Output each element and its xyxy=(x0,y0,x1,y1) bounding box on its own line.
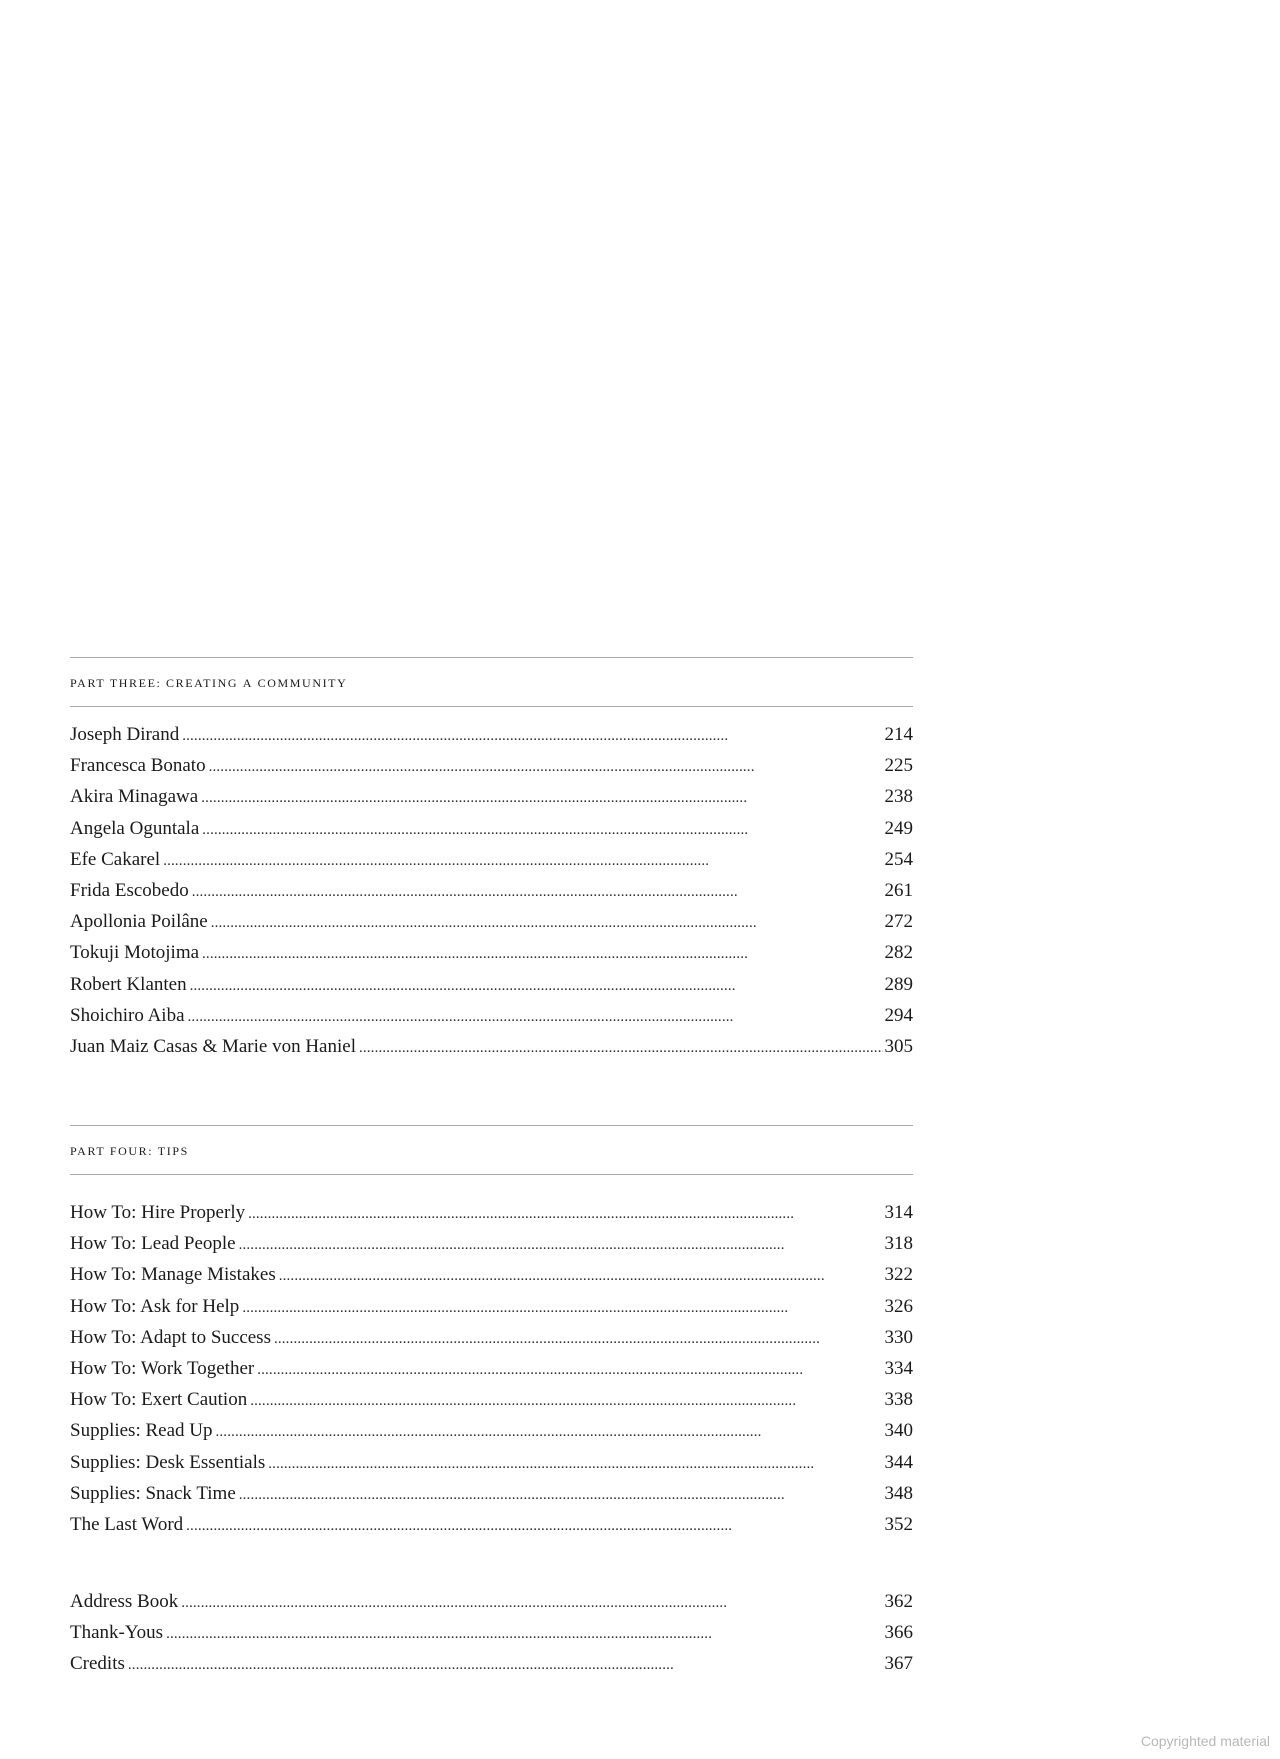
page-number: 344 xyxy=(884,1451,913,1473)
dot-leader xyxy=(202,815,882,846)
entry-title: How To: Manage Mistakes xyxy=(70,1264,276,1286)
page-number: 314 xyxy=(884,1202,913,1223)
entry-title: The Last Word xyxy=(70,1513,184,1535)
entry-title: Efe Cakarel xyxy=(70,848,161,870)
page-number: 330 xyxy=(884,1326,913,1348)
entry-title: Tokuji Motojima xyxy=(70,942,200,964)
toc-entry[interactable] xyxy=(70,1586,913,1617)
entry-title: Joseph Dirand xyxy=(70,724,180,745)
entry-title: How To: Lead People xyxy=(70,1233,236,1255)
toc-section-part-four xyxy=(70,1125,913,1540)
page-number: 318 xyxy=(884,1233,913,1255)
dot-leader xyxy=(181,1588,882,1619)
dot-leader xyxy=(274,1324,883,1355)
section-header xyxy=(70,657,913,707)
dot-leader xyxy=(239,1480,883,1511)
page-number: 326 xyxy=(884,1295,913,1317)
dot-leader xyxy=(190,971,883,1002)
entry-title: Robert Klanten xyxy=(70,973,187,995)
dot-leader xyxy=(182,721,882,752)
toc-entry[interactable] xyxy=(70,1384,913,1415)
entry-title: Supplies: Snack Time xyxy=(70,1482,236,1504)
section-header xyxy=(70,1125,913,1175)
page-number: 348 xyxy=(884,1482,913,1504)
dot-leader xyxy=(202,939,882,970)
toc-entry[interactable] xyxy=(70,1000,913,1031)
toc-entry[interactable] xyxy=(70,1322,913,1353)
dot-leader xyxy=(166,1619,882,1650)
page-number: 352 xyxy=(884,1513,913,1535)
page-number: 367 xyxy=(884,1653,913,1675)
dot-leader xyxy=(128,1650,883,1681)
toc-entry[interactable] xyxy=(70,1648,913,1679)
entry-title: How To: Adapt to Success xyxy=(70,1326,271,1348)
entry-title: Apollonia Poilâne xyxy=(70,911,208,933)
page-number: 294 xyxy=(884,1004,913,1026)
entry-title: Akira Minagawa xyxy=(70,786,199,808)
page-number: 366 xyxy=(884,1622,913,1644)
dot-leader xyxy=(209,752,883,783)
toc-entry[interactable] xyxy=(70,1447,913,1478)
toc-entry[interactable] xyxy=(70,844,913,875)
entry-title: Shoichiro Aiba xyxy=(70,1004,185,1026)
dot-leader xyxy=(268,1449,882,1480)
entry-title: Frida Escobedo xyxy=(70,879,189,901)
section-title: part four: tips xyxy=(70,1140,189,1159)
entry-title: Supplies: Read Up xyxy=(70,1420,213,1442)
dot-leader xyxy=(279,1261,883,1292)
entry-title: How To: Work Together xyxy=(70,1357,255,1379)
toc-entry-list xyxy=(70,1586,913,1680)
toc-entry[interactable] xyxy=(70,1478,913,1509)
toc-entry[interactable] xyxy=(70,1415,913,1446)
page-number: 305 xyxy=(884,1035,913,1057)
page-number: 254 xyxy=(884,848,913,870)
entry-title: Address Book xyxy=(70,1591,179,1612)
toc-entry-list xyxy=(70,707,913,1062)
page-number: 225 xyxy=(884,755,913,777)
page-number: 334 xyxy=(884,1357,913,1379)
page-number: 338 xyxy=(884,1389,913,1411)
dot-leader xyxy=(359,1033,883,1064)
toc-entry-list xyxy=(70,1175,913,1540)
page-number: 282 xyxy=(884,942,913,964)
entry-title: Francesca Bonato xyxy=(70,755,206,777)
dot-leader xyxy=(250,1386,882,1417)
toc-entry[interactable] xyxy=(70,969,913,1000)
page-number: 272 xyxy=(884,911,913,933)
toc-section-back-matter xyxy=(70,1586,913,1680)
dot-leader xyxy=(211,908,883,939)
toc-entry[interactable] xyxy=(70,813,913,844)
dot-leader xyxy=(239,1230,883,1261)
dot-leader xyxy=(248,1199,882,1230)
dot-leader xyxy=(188,1002,883,1033)
entry-title: How To: Ask for Help xyxy=(70,1295,240,1317)
toc-entry[interactable] xyxy=(70,875,913,906)
entry-title: Supplies: Desk Essentials xyxy=(70,1451,266,1473)
dot-leader xyxy=(201,783,882,814)
toc-entry[interactable] xyxy=(70,1197,913,1228)
dot-leader xyxy=(163,846,882,877)
section-title: part three: creating a community xyxy=(70,672,348,691)
entry-title: Juan Maiz Casas & Marie von Haniel xyxy=(70,1035,356,1057)
page-number: 214 xyxy=(884,724,913,745)
page-number: 238 xyxy=(884,786,913,808)
entry-title: How To: Hire Properly xyxy=(70,1202,246,1223)
page-number: 340 xyxy=(884,1420,913,1442)
toc-section-part-three xyxy=(70,657,913,1062)
toc-entry[interactable] xyxy=(70,1259,913,1290)
page-number: 289 xyxy=(884,973,913,995)
toc-entry[interactable] xyxy=(70,1228,913,1259)
toc-entry[interactable] xyxy=(70,750,913,781)
toc-entry[interactable] xyxy=(70,937,913,968)
page-number: 322 xyxy=(884,1264,913,1286)
dot-leader xyxy=(186,1511,882,1542)
toc-entry[interactable] xyxy=(70,1031,913,1062)
toc-entry[interactable] xyxy=(70,906,913,937)
dot-leader xyxy=(257,1355,882,1386)
page-number: 249 xyxy=(884,817,913,839)
toc-entry[interactable] xyxy=(70,1291,913,1322)
entry-title: Angela Oguntala xyxy=(70,817,200,839)
dot-leader xyxy=(192,877,883,908)
entry-title: How To: Exert Caution xyxy=(70,1389,248,1411)
copyright-watermark: Copyrighted material xyxy=(1140,1733,1270,1749)
toc-entry[interactable] xyxy=(70,1617,913,1648)
entry-title: Credits xyxy=(70,1653,125,1675)
page-number: 362 xyxy=(884,1591,913,1612)
dot-leader xyxy=(216,1417,883,1448)
entry-title: Thank-Yous xyxy=(70,1622,164,1644)
toc-entry[interactable] xyxy=(70,1509,913,1540)
dot-leader xyxy=(242,1293,882,1324)
toc-entry[interactable] xyxy=(70,1353,913,1384)
toc-entry[interactable] xyxy=(70,781,913,812)
page-number: 261 xyxy=(884,879,913,901)
toc-entry[interactable] xyxy=(70,719,913,750)
